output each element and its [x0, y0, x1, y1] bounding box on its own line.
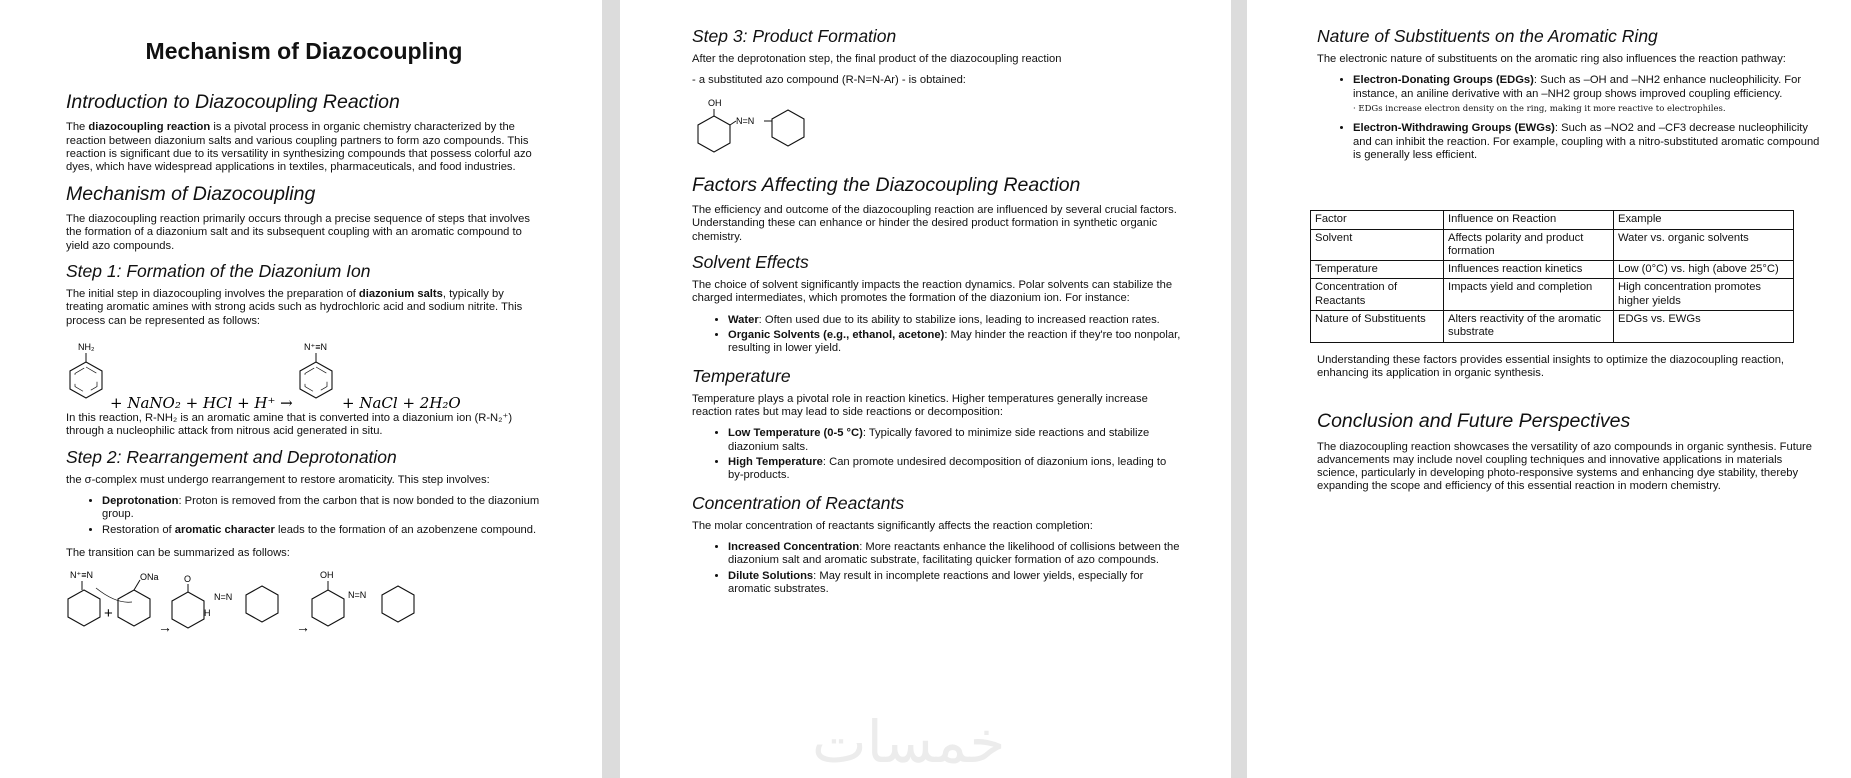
table-row [1311, 279, 1794, 311]
temperature-paragraph: Temperature plays a pivotal role in reaction kinetics. Higher temperatures generally increase reaction rates but may lead to side reactions or decomposition: [692, 392, 1148, 419]
svg-text:O: O [184, 574, 192, 585]
edg-note: · EDGs increase electron density on the ring, making it more reactive to electrophiles. [1353, 104, 1726, 115]
step1-after-paragraph: In this reaction, R-NH₂ is an aromatic amine that is converted into a diazonium ion (R-N₂⁺) through a nucleophilic attack from nitrous acid generated in situ. [66, 411, 513, 438]
list-item: • High Temperature: Can promote undesired decomposition of diazonium ions, leading to by-products. [728, 456, 1181, 483]
equation-left: + NaNO₂ + HCl + H⁺ → [110, 393, 293, 412]
table-summary-paragraph: Understanding these factors provides essential insights to optimize the diazocoupling reaction, enhancing its application in organic synthesis. [1317, 353, 1785, 379]
document-page-3 [1247, 0, 1851, 778]
list-item: • Restoration of aromatic character leads to the formation of an azobenzene compound. [102, 524, 542, 537]
table-cell: Nature of Substituents [1311, 310, 1444, 342]
table-row [1311, 229, 1794, 261]
concentration-list [692, 541, 1181, 596]
svg-text:N⁺≡N: N⁺≡N [70, 570, 94, 581]
diazotization-equation [66, 336, 542, 412]
svg-text:OH: OH [320, 570, 334, 581]
list-item: • Organic Solvents (e.g., ethanol, acetone): May hinder the reaction if they're too nonpolar, resulting in lower yield. [728, 329, 1181, 356]
table-row [1311, 261, 1794, 279]
intro-heading: Introduction to Diazocoupling Reaction [66, 91, 400, 113]
substituents-heading: Nature of Substituents on the Aromatic Ring [1317, 26, 1658, 46]
list-item: • Deprotonation: Proton is removed from the carbon that is now bonded to the diazonium group. [102, 495, 542, 522]
document-page-1 [0, 0, 602, 778]
step2-list [66, 495, 542, 537]
step2-heading: Step 2: Rearrangement and Deprotonation [66, 446, 397, 467]
table-cell: Influences reaction kinetics [1444, 261, 1614, 279]
table-header-cell: Example [1614, 211, 1794, 229]
svg-text:OH: OH [708, 97, 722, 108]
intro-paragraph: The diazocoupling reaction is a pivotal process in organic chemistry characterized by the reaction between diazonium salts and various coupling partners to form azo compounds. This reaction is significant due to its versatility in synthesizing compounds that possess colorful azo dyes, which have widespread applications in textiles, pharmaceuticals, and food industries. [66, 121, 532, 174]
svg-text:ONa: ONa [140, 572, 159, 583]
svg-text:N=N: N=N [214, 592, 233, 603]
table-cell: Affects polarity and product formation [1444, 229, 1614, 261]
table-header-cell: Influence on Reaction [1444, 211, 1614, 229]
svg-text:+: + [104, 605, 113, 623]
table-cell: Water vs. organic solvents [1614, 229, 1794, 261]
factors-paragraph: The efficiency and outcome of the diazocoupling reaction are influenced by several crucial factors. Understanding these can enhance or hinder the desired product formation in synthetic organic chemistry. [692, 204, 1177, 243]
step3-heading: Step 3: Product Formation [692, 26, 897, 46]
substituents-paragraph: The electronic nature of substituents on the aromatic ring also influences the reaction pathway: [1317, 53, 1786, 66]
concentration-paragraph: The molar concentration of reactants significantly affects the reaction completion: [692, 519, 1093, 532]
solvent-paragraph: The choice of solvent significantly impacts the reaction dynamics. Polar solvents can stabilize the charged intermediates, which promotes the formation of the diazonium ion. For instance: [692, 279, 1173, 305]
list-item: • Water: Often used due to its ability to stabilize ions, leading to increased reaction rates. [728, 314, 1181, 327]
step1-paragraph: The initial step in diazocoupling involves the preparation of diazonium salts, typically by treating aromatic amines with strong acids such as hydrochloric acid and sodium nitrite. This process can be represented as follows: [66, 288, 523, 327]
coupling-mechanism-diagram [66, 568, 542, 644]
step3-paragraph-2: - a substituted azo compound (R-N=N-Ar) - is obtained: [692, 74, 966, 87]
factors-heading: Factors Affecting the Diazocoupling Reaction [692, 173, 1081, 196]
temperature-heading: Temperature [692, 365, 791, 386]
conclusion-heading: Conclusion and Future Perspectives [1317, 410, 1631, 433]
diazonium-label: N⁺≡N [304, 341, 328, 352]
substituents-list [1317, 74, 1821, 162]
svg-text:→: → [158, 619, 172, 636]
nh2-label: NH₂ [78, 341, 95, 352]
svg-text:N=N: N=N [736, 115, 755, 126]
temperature-list [692, 427, 1181, 482]
concentration-heading: Concentration of Reactants [692, 492, 905, 513]
table-cell: Solvent [1311, 229, 1444, 261]
list-item: • Increased Concentration: More reactants enhance the likelihood of collisions between the diazonium salt and aromatic substrate, facilitating quicker formation of azo compounds. [728, 541, 1181, 568]
list-item: • Dilute Solutions: May result in incomplete reactions and lower yields, especially for aromatic substrates. [728, 570, 1181, 597]
watermark-logo: خمسات [812, 708, 1006, 776]
document-page-2 [620, 0, 1231, 778]
table-cell: Alters reactivity of the aromatic substrate [1444, 310, 1614, 342]
svg-text:→: → [296, 619, 310, 636]
solvent-list [692, 314, 1181, 356]
step3-paragraph-1: After the deprotonation step, the final product of the diazocoupling reaction [692, 53, 1062, 66]
table-cell: EDGs vs. EWGs [1614, 310, 1794, 342]
step2-paragraph: the σ-complex must undergo rearrangement to restore aromaticity. This step involves: [66, 473, 490, 486]
factors-table [1310, 210, 1794, 342]
svg-text:H: H [204, 608, 211, 619]
table-header-cell: Factor [1311, 211, 1444, 229]
table-cell: Impacts yield and completion [1444, 279, 1614, 311]
mechanism-paragraph: The diazocoupling reaction primarily occurs through a precise sequence of steps that involves the formation of a diazonium salt and its subsequent coupling with an aromatic compound to yield azo compounds. [66, 213, 530, 252]
table-cell: Temperature [1311, 261, 1444, 279]
step1-heading: Step 1: Formation of the Diazonium Ion [66, 260, 371, 281]
transition-paragraph: The transition can be summarized as follows: [66, 546, 290, 559]
table-cell: Low (0°C) vs. high (above 25°C) [1614, 261, 1794, 279]
conclusion-paragraph: The diazocoupling reaction showcases the versatility of azo compounds in organic synthesis. Future advancements may include novel coupling techniques and innovative applications in materials science, particularly in developing photo-responsive systems and enhancing dye stability, thereby expanding the scope and efficiency of this essential reaction in modern chemistry. [1317, 440, 1812, 493]
list-item: • Low Temperature (0-5 °C): Typically favored to minimize side reactions and stabilize diazonium salts. [728, 427, 1181, 454]
list-item: • Electron-Donating Groups (EDGs): Such as –OH and –NH2 enhance nucleophilicity. For instance, an aniline derivative with an –NH2 group shows improved coupling efficiency. [1353, 74, 1821, 101]
document-title: Mechanism of Diazocoupling [145, 38, 463, 64]
table-cell: Concentration of Reactants [1311, 279, 1444, 311]
table-header-row [1311, 211, 1794, 229]
equation-right: + NaCl + 2H₂O [342, 393, 461, 412]
mechanism-heading: Mechanism of Diazocoupling [66, 182, 316, 205]
solvent-heading: Solvent Effects [692, 252, 809, 273]
svg-text:N=N: N=N [348, 590, 367, 601]
list-item: • Electron-Withdrawing Groups (EWGs): Such as –NO2 and –CF3 decrease nucleophilicity and can inhibit the reaction. For example, coupling with a nitro-substituted aromatic compound is generally less efficient. [1353, 122, 1821, 162]
table-row [1311, 310, 1794, 342]
table-cell: High concentration promotes higher yields [1614, 279, 1794, 311]
azo-product-structure [692, 96, 1181, 162]
